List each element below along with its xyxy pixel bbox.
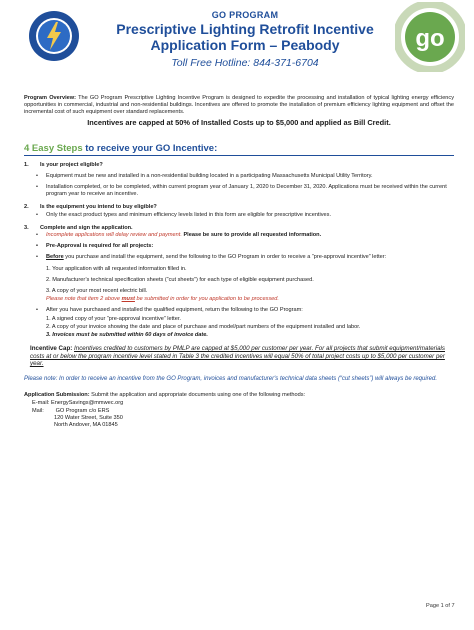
pre-approval-note-a: Please note that item 2 above <box>46 296 121 303</box>
email-link[interactable]: EnergySavings@mmwec.org <box>50 399 124 406</box>
step-3-bullet-4-text: After you have purchased and installed the qualified equipment, return the following to the GO Program: <box>46 307 303 314</box>
heading-rule <box>24 155 454 156</box>
pre-approval-item-1: 1. Your application with all requested information filled in. <box>46 265 187 272</box>
mail-line-1: GO Program c/o ERS <box>55 408 110 415</box>
hotline-text: Toll Free Hotline: 844-371-6704 <box>171 57 319 69</box>
step-1-bullet-2-text: Installation completed, or to be completed, within current program year of January 1, 2020 to December 31, 2020. Applications must be received within the current program year to receive an incentive. <box>46 184 447 198</box>
step-3-text: Complete and sign the application. <box>40 224 133 231</box>
pre-approval-note-b: be submitted in order for you application to be processed. <box>136 296 279 303</box>
email-row <box>24 400 454 407</box>
pre-approval-text: Pre-Approval is required for all projects: <box>46 243 154 250</box>
header <box>100 10 390 70</box>
steps-heading <box>24 143 454 154</box>
step-3-bullet-2: • Pre-Approval is required for all projects: <box>36 243 154 250</box>
step-1-text: Is your project eligible? <box>40 161 103 168</box>
step-3-question <box>24 225 454 232</box>
step-1-bullet-2: • Installation completed, or to be completed, within current program year of January 1, 2020 to December 31, 2020. Applications must be received within the current program year to receive an incentive. <box>36 184 447 198</box>
steps-heading-number: 4 Easy Steps <box>24 142 83 154</box>
pre-approval-item-2: 2. Manufacturer’s technical specification sheets (“cut sheets”) for each type of eligible equipment purchased. <box>46 276 314 283</box>
before-emphasis: Before <box>46 254 64 261</box>
provide-info-reminder: Please be sure to provide all requested information. <box>183 232 322 239</box>
page-number: Page 1 of 7 <box>426 603 455 609</box>
step-2-text: Is the equipment you intend to buy eligible? <box>40 204 157 211</box>
incentive-cap-label: Incentive Cap: <box>30 345 73 353</box>
must-emphasis: must <box>121 296 135 303</box>
email-label: E-mail: <box>32 399 50 406</box>
step-1-bullet-1: • Equipment must be new and installed in a non-residential building located in a participating Massachusetts Municipal Utility Territory. <box>36 172 373 179</box>
step-2-question <box>24 204 454 211</box>
step-1-question <box>24 162 454 169</box>
document-body <box>24 95 454 430</box>
submission-text: Submit the application and appropriate documents using one of the following methods: <box>91 391 306 398</box>
incentive-cap-text: Incentives credited to customers by PMLP are capped at $5,000 per customer per year. For all projects that submit equipment/materials costs at or below the program incentive level stated in Table 3 the credited incentives will equal 50% of total project costs up to $5,000 per customer per year. <box>30 345 445 368</box>
program-overview <box>24 95 454 117</box>
step-2-bullet-1: • Only the exact product types and minimum efficiency levels listed in this form are eligible for prescriptive incentives. <box>36 211 331 218</box>
pre-approval-item-3: 3. A copy of your most recent electric bill. <box>46 288 148 295</box>
step-3-bullet-3-text: you purchase and install the equipment, send the following to the GO Program in order to receive a “pre-approval incentive” letter: <box>65 254 387 261</box>
application-submission <box>24 392 454 399</box>
step-3-bullet-3: • Before you purchase and install the equipment, send the following to the GO Program in order to receive a “pre-approval incentive” letter: <box>36 254 387 261</box>
mail-line-3: North Andover, MA 01845 <box>54 422 118 429</box>
page-title-line-1: Prescriptive Lighting Retrofit Incentive <box>116 21 374 37</box>
overview-label: Program Overview: <box>24 95 76 101</box>
return-item-3: 3. Invoices must be submitted within 60 days of invoice date. <box>46 332 208 339</box>
submission-label: Application Submission: <box>24 391 90 398</box>
mail-row <box>24 408 454 415</box>
pre-approval-note <box>24 296 454 303</box>
incentive-cap-section <box>24 345 454 368</box>
incentive-cap-statement: Incentives are capped at 50% of Installed Costs up to $5,000 and applied as Bill Credit. <box>87 117 391 127</box>
steps-heading-rest: to receive your GO Incentive: <box>85 142 218 154</box>
overview-text: The GO Program Prescriptive Lighting Incentive Program is designed to expedite the processing and installation of typical lighting energy efficiency opportunities in commercial, industrial and non-residential buildings. Incentives are offered to promote the installation of premium efficiency lighting equipment and offset the incremental cost of such equipment over standard replacements. <box>24 95 455 116</box>
step-1-bullet-1-text: Equipment must be new and installed in a non-residential building located in a participating Massachusetts Municipal Utility Territory. <box>46 172 373 179</box>
go-logo-text: go <box>415 25 445 52</box>
mail-line-2: 120 Water Street, Suite 350 <box>54 415 123 422</box>
step-2-number: 2. <box>24 204 29 211</box>
step-1-number: 1. <box>24 161 29 168</box>
incomplete-warning: Incomplete applications will delay review and payment. <box>46 232 182 239</box>
page-title-line-2: Application Form – Peabody <box>150 37 340 53</box>
step-3-bullet-1: • Incomplete applications will delay review and payment. Please be sure to provide all requested information. <box>36 232 322 239</box>
step-3-bullet-4: • After you have purchased and installed the qualified equipment, return the following to the GO Program: <box>36 307 303 314</box>
peabody-seal-logo <box>28 10 80 62</box>
return-item-2: 2. A copy of your invoice showing the date and place of purchase and model/part numbers of the equipment installed and labor. <box>46 323 361 330</box>
return-item-1: 1. A signed copy of your “pre-approval incentive” letter. <box>46 315 181 322</box>
step-3-number: 3. <box>24 224 29 231</box>
go-program-logo <box>395 2 465 72</box>
program-label: GO PROGRAM <box>211 10 279 20</box>
please-note: Please note: In order to receive an incentive from the GO Program, invoices and manufacturer's technical data sheets (“cut sheets”) will always be required. <box>24 376 438 383</box>
mail-label: Mail: <box>32 408 44 415</box>
step-2-bullet-1-text: Only the exact product types and minimum efficiency levels listed in this form are eligible for prescriptive incentives. <box>46 211 331 218</box>
